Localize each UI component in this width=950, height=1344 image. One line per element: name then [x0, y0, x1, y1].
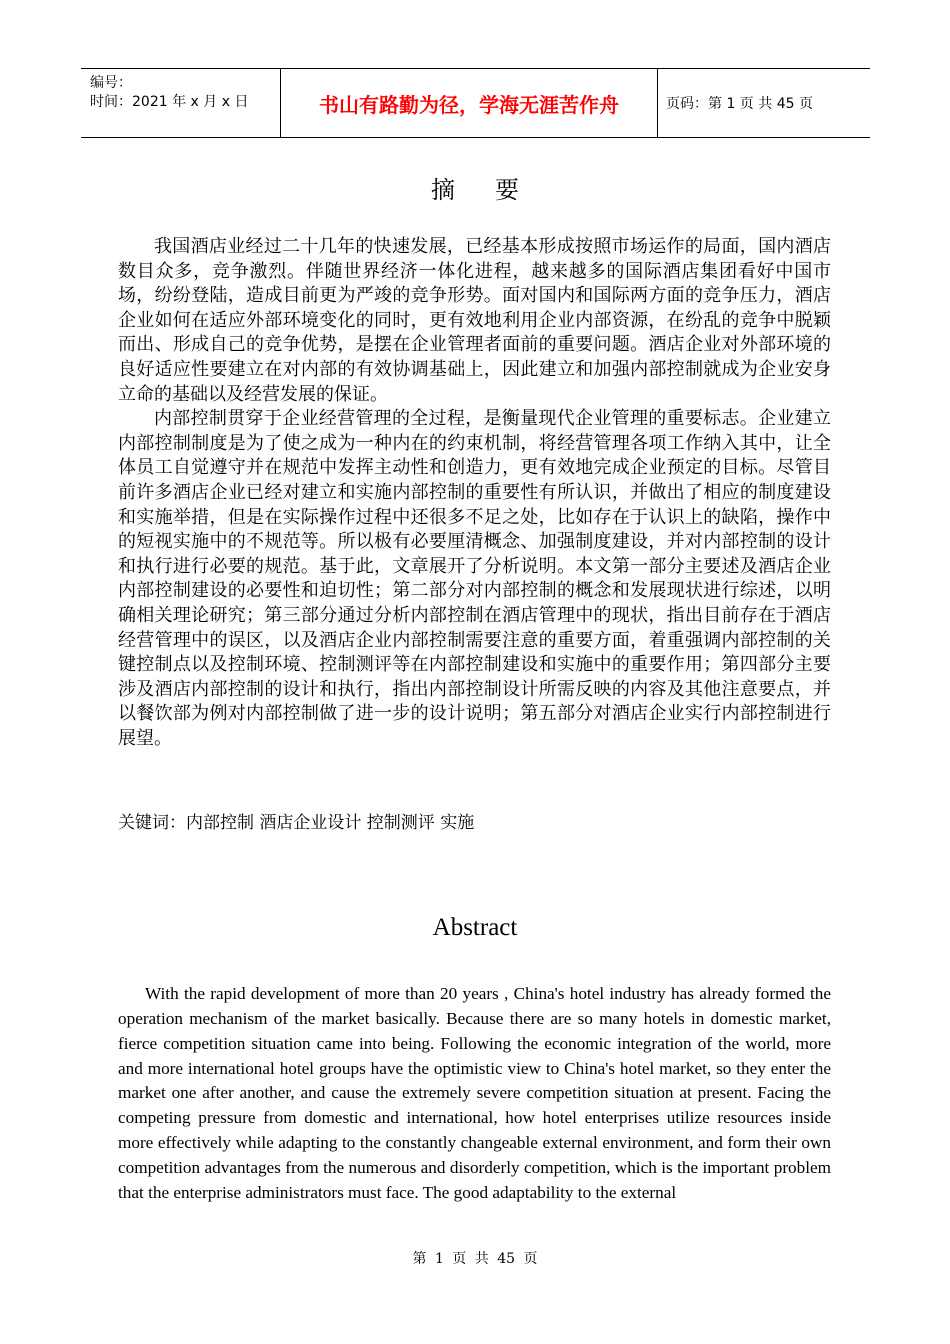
abstract-en-paragraph: With the rapid development of more than 20 years , China's hotel industry has already formed the operation mechanism of the market basically. Because there are so many hotels in domestic market, fierce competition situation came into being. Following the economic integration of the world, more and more international hotel groups have the optimistic view to China's hotel market, so they enter the market one after another, and cause the extremely severe competition situation at present. Facing the competing pressure from domestic and international, how hotel enterprises utilize resources inside more effectively while adapting to the constantly changeable external environment, and form their own competition advantages from the numerous and disorderly competition, which is the important problem that the enterprise administrators must face. The good adaptability to the external — [118, 984, 831, 1202]
doc-number-label: 编号： — [90, 75, 132, 91]
page-footer: 第 1 页 共 45 页 — [412, 1251, 538, 1267]
header-meta-cell — [81, 69, 281, 137]
abstract-cn-body — [118, 235, 831, 751]
doc-date-label: 时间：2021 年 x 月 x 日 — [90, 94, 249, 110]
abstract-cn-paragraph: 我国酒店业经过二十几年的快速发展，已经基本形成按照市场运作的局面，国内酒店数目众多，竞争激烈。伴随世界经济一体化进程，越来越多的国际酒店集团看好中国市场，纷纷登陆，造成目前更为严竣的竞争形势。面对国内和国际两方面的竞争压力，酒店企业如何在适应外部环境变化的同时，更有效地利用企业内部资源，在纷乱的竞争中脱颖而出、形成自己的竞争优势，是摆在企业管理者面前的重要问题。酒店企业对外部环境的良好适应性要建立在对内部的有效协调基础上，因此建立和加强内部控制就成为企业安身立命的基础以及经营发展的保证。 — [118, 236, 831, 405]
page-header — [81, 68, 870, 138]
abstract-cn-title: 摘要 — [431, 176, 559, 204]
abstract-cn-paragraph: 内部控制贯穿于企业经营管理的全过程，是衡量现代企业管理的重要标志。企业建立内部控制制度是为了使之成为一种内在的约束机制，将经营管理各项工作纳入其中，让全体员工自觉遵守并在规范中发挥主动性和创造力，更有效地完成企业预定的目标。尽管目前许多酒店企业已经对建立和实施内部控制的重要性有所认识，并做出了相应的制度建设和实施举措，但是在实际操作过程中还很多不足之处，比如存在于认识上的缺陷，操作中的短视实施中的不规范等。所以极有必要厘清概念、加强制度建设，并对内部控制的设计和执行进行必要的规范。基于此，文章展开了分析说明。本文第一部分主要述及酒店企业内部控制建设的必要性和迫切性；第二部分对内部控制的概念和发展现状进行综述，以明确相关理论研究；第三部分通过分析内部控制在酒店管理中的现状，指出目前存在于酒店经营管理中的误区，以及酒店企业内部控制需要注意的重要方面，着重强调内部控制的关键控制点以及控制环境、控制测评等在内部控制建设和实施中的重要作用；第四部分主要涉及酒店内部控制的设计和执行，指出内部控制设计所需反映的内容及其他注意要点，并以餐饮部为例对内部控制做了进一步的设计说明；第五部分对酒店企业实行内部控制进行展望。 — [118, 408, 831, 749]
header-motto: 书山有路勤为径，学海无涯苦作舟 — [281, 69, 658, 137]
abstract-en-body — [118, 982, 831, 1206]
keywords-line: 关键词：内部控制 酒店企业设计 控制测评 实施 — [118, 813, 475, 833]
abstract-en-title: Abstract — [432, 914, 518, 941]
header-page-info: 页码：第 1 页 共 45 页 — [666, 96, 813, 112]
